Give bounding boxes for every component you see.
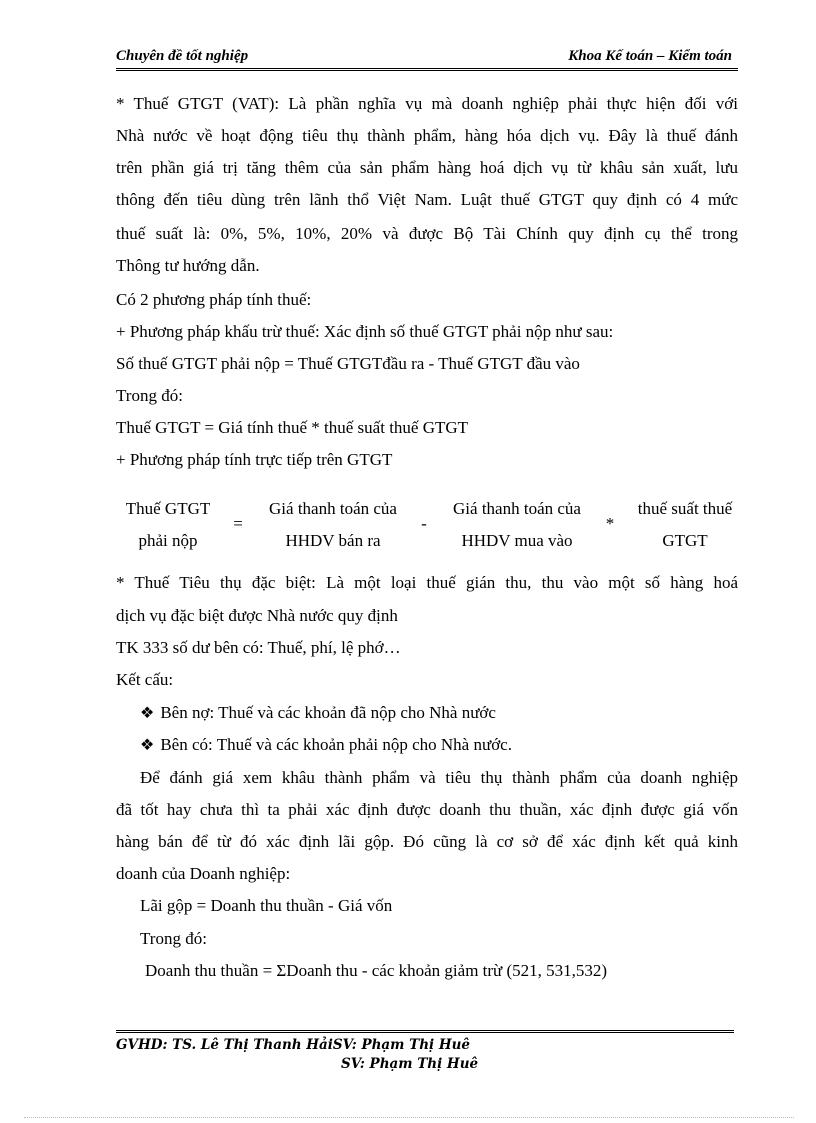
ket-cau: Kết cấu: [116,670,174,689]
bullet-item [140,697,740,730]
header-right: Khoa Kế toán – Kiểm toán [568,48,732,64]
formula-col-1-line-1: Thuế GTGT [125,499,211,518]
page-footer-rule [116,1030,734,1033]
formula-col-2 [250,493,416,557]
profit-line-1: Để đánh giá xem khâu thành phẩm và tiêu thụ thành phẩm của doanh nghiệp [140,768,738,787]
direct-method: + Phương pháp tính trực tiếp trên GTGT [116,450,393,469]
methods-intro: Có 2 phương pháp tính thuế: [116,290,312,309]
formula-col-2-line-2: HHDV bán ra [285,531,381,550]
bullet-text: Bên nợ: Thuế và các khoản đã nộp cho Nhà nước [160,703,496,722]
vat-line-1: * Thuế GTGT (VAT): Là phần nghĩa vụ mà doanh nghiệp phải thực hiện đối với [116,94,738,113]
vat-formula: Thuế GTGT = Giá tính thuế * thuế suất thuế GTGT [116,418,469,437]
bullet-item [140,729,740,762]
formula-col-4 [622,493,748,557]
footer-line-1: GVHD: TS. Lê Thị Thanh HảiSV: Phạm Thị Huê [116,1037,470,1053]
profit-line-2: đã tốt hay chưa thì ta phải xác định được doanh thu thuần, xác định được giá vốn [116,800,738,819]
formula-col-3-line-2: HHDV mua vào [461,531,573,550]
deduction-method: + Phương pháp khấu trừ thuế: Xác định số thuế GTGT phải nộp như sau: [116,322,614,341]
trong-do-1: Trong đó: [116,386,183,405]
header-left: Chuyên đề tốt nghiệp [116,48,249,64]
net-revenue-formula: Doanh thu thuần = ΣDoanh thu - các khoản giảm trừ (521, 531,532) [145,961,608,980]
vat-line-2: Nhà nước về hoạt động tiêu thụ thành phẩm, hàng hóa dịch vụ. Đây là thuế đánh [116,126,738,145]
formula-equals: = [233,514,243,533]
page-bottom-border [24,1117,794,1118]
vat-line-6: Thông tư hướng dẫn. [116,256,260,275]
bullet-diamond-icon: ❖ [140,705,155,722]
footer-line-2: SV: Phạm Thị Huê [341,1056,479,1072]
vat-line-4: thông đến tiêu dùng trên lãnh thổ Việt Nam. Luật thuế GTGT quy định có 4 mức [116,190,738,209]
formula-col-1 [112,493,224,557]
trong-do-2: Trong đó: [140,929,207,948]
formula-col-4-line-2: GTGT [662,531,708,550]
vat-line-3: trên phần giá trị tăng thêm của sản phẩm hàng hoá dịch vụ từ khâu sản xuất, lưu [116,158,738,177]
formula-col-3-line-1: Giá thanh toán của [453,499,581,518]
profit-line-3: hàng bán để từ đó xác định lãi gộp. Đó cũng là cơ sở để xác định kết quả kinh [116,832,738,851]
formula-col-4-line-1: thuế suất thuế [637,499,733,518]
formula-col-1-line-2: phải nộp [138,531,198,550]
formula-col-3 [436,493,598,557]
excise-line-1: * Thuế Tiêu thụ đặc biệt: Là một loại thuế gián thu, thu vào một số hàng hoá [116,573,738,592]
tk333-line: TK 333 số dư bên có: Thuế, phí, lệ phớ… [116,638,401,657]
vat-line-5: thuế suất là: 0%, 5%, 10%, 20% và được Bộ Tài Chính quy định cụ thể trong [116,224,738,243]
formula-minus: - [421,514,427,533]
formula-col-2-line-1: Giá thanh toán của [269,499,397,518]
formula-times: * [605,514,615,533]
profit-line-4: doanh của Doanh nghiệp: [116,864,291,883]
bullet-diamond-icon: ❖ [140,737,155,754]
gross-profit-formula: Lãi gộp = Doanh thu thuần - Giá vốn [140,896,393,915]
bullet-text: Bên có: Thuế và các khoản phải nộp cho Nhà nước. [160,735,512,754]
page-header [116,46,738,71]
vat-payable-formula: Số thuế GTGT phải nộp = Thuế GTGTđầu ra - Thuế GTGT đầu vào [116,354,580,373]
excise-line-2: dịch vụ đặc biệt được Nhà nước quy định [116,606,398,625]
